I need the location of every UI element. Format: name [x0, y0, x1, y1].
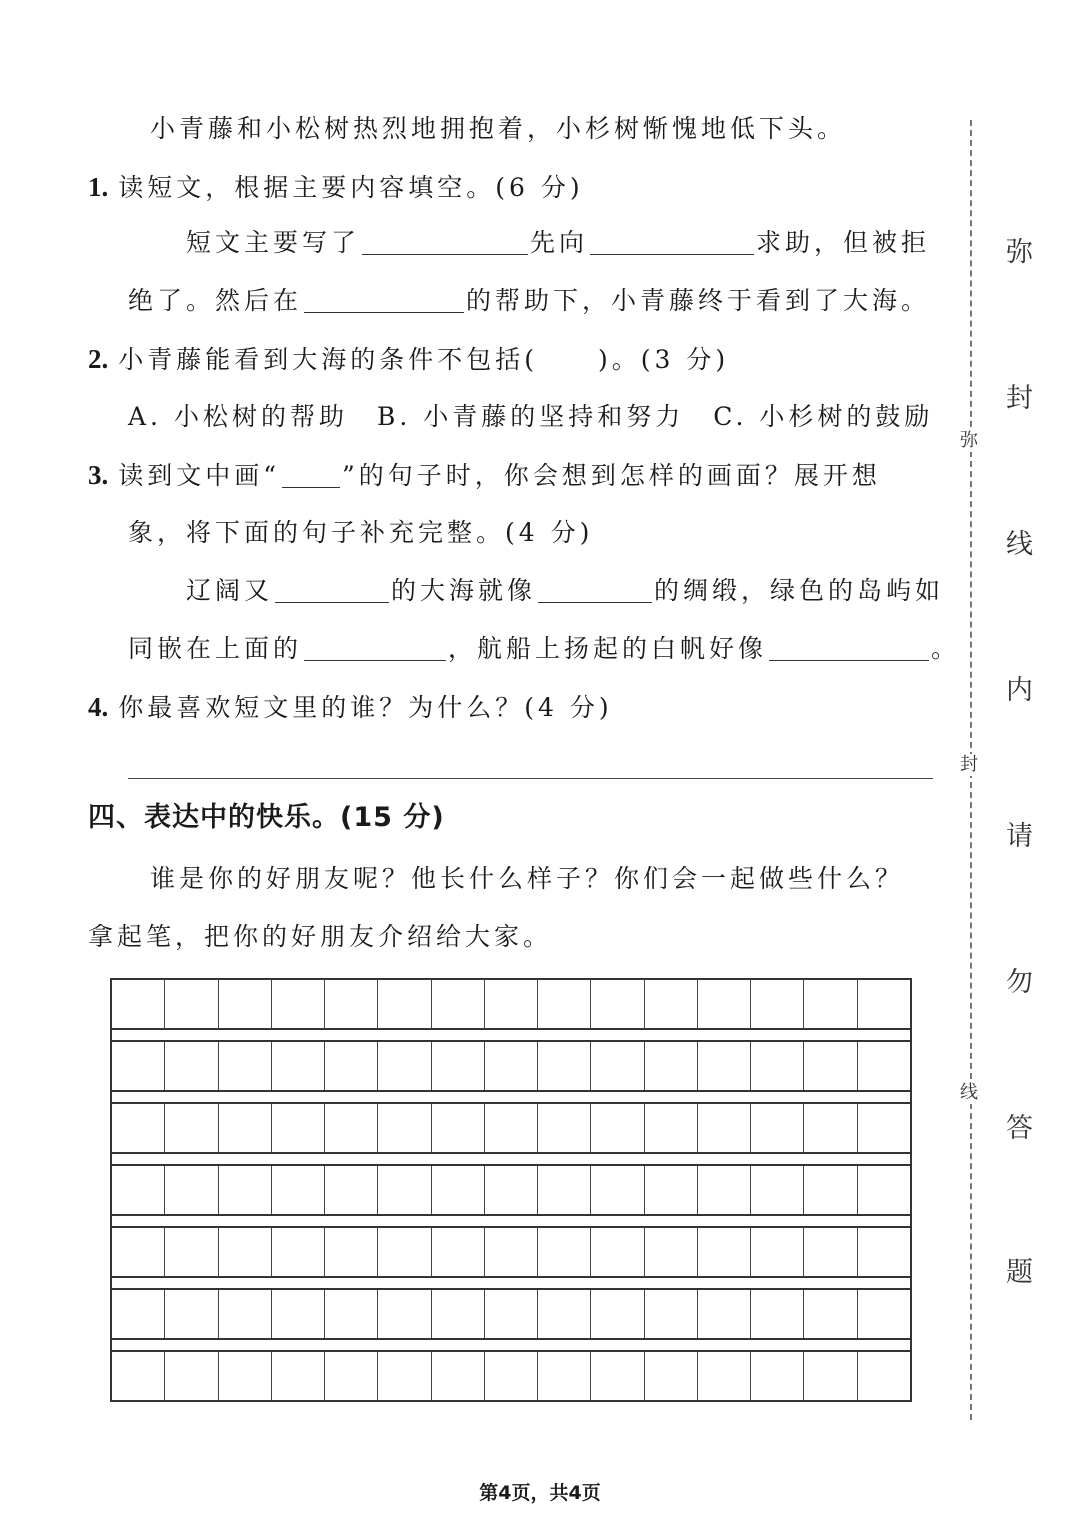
grid-cell[interactable] — [591, 1228, 644, 1276]
text-segment: 。 — [931, 634, 961, 663]
grid-cell[interactable] — [538, 1166, 591, 1214]
grid-cell[interactable] — [325, 1228, 378, 1276]
grid-cell[interactable] — [804, 980, 857, 1028]
grid-cell[interactable] — [432, 1104, 485, 1152]
grid-cell[interactable] — [804, 1042, 857, 1090]
grid-cell[interactable] — [538, 1352, 591, 1400]
grid-cell[interactable] — [591, 1290, 644, 1338]
question-prompt: 读短文，根据主要内容填空。(6 分) — [118, 173, 584, 202]
grid-cell[interactable] — [858, 1166, 910, 1214]
grid-cell[interactable] — [112, 1228, 165, 1276]
grid-cell[interactable] — [165, 1352, 218, 1400]
grid-cell[interactable] — [432, 1352, 485, 1400]
grid-cell[interactable] — [698, 1290, 751, 1338]
blank-field[interactable] — [590, 228, 754, 255]
margin-warning-char: 内 — [1006, 675, 1033, 706]
grid-cell[interactable] — [325, 1104, 378, 1152]
grid-row[interactable] — [110, 1040, 912, 1092]
grid-cell[interactable] — [325, 1166, 378, 1214]
section-title: 四、表达中的快乐。(15 分) — [88, 802, 445, 833]
grid-cell[interactable] — [858, 1290, 910, 1338]
grid-cell[interactable] — [485, 980, 538, 1028]
margin-warning-char: 勿 — [1006, 967, 1033, 998]
grid-cell[interactable] — [378, 1104, 431, 1152]
text-segment: 求助，但被拒 — [756, 228, 931, 257]
grid-cell[interactable] — [751, 1042, 804, 1090]
blank-field[interactable] — [304, 634, 446, 661]
grid-cell[interactable] — [698, 1228, 751, 1276]
grid-row[interactable] — [110, 1350, 912, 1402]
blank-field[interactable] — [538, 576, 652, 603]
grid-cell[interactable] — [219, 1228, 272, 1276]
grid-cell[interactable] — [112, 1166, 165, 1214]
grid-cell[interactable] — [698, 1042, 751, 1090]
margin-warning-char: 答 — [1006, 1113, 1033, 1144]
seal-mark: 弥 — [960, 430, 978, 451]
grid-cell[interactable] — [645, 980, 698, 1028]
grid-cell[interactable] — [219, 1290, 272, 1338]
grid-row[interactable] — [110, 978, 912, 1030]
grid-cell[interactable] — [591, 1352, 644, 1400]
grid-cell[interactable] — [698, 1352, 751, 1400]
grid-spacer — [110, 1092, 912, 1102]
text-segment: ，航船上扬起的白帆好像 — [448, 634, 768, 663]
margin-warning-char: 请 — [1006, 821, 1033, 852]
grid-cell[interactable] — [165, 1228, 218, 1276]
grid-cell[interactable] — [485, 1104, 538, 1152]
grid-cell[interactable] — [272, 1042, 325, 1090]
grid-cell[interactable] — [804, 1352, 857, 1400]
blank-field[interactable] — [769, 634, 929, 661]
margin-warning-char: 封 — [1006, 383, 1033, 414]
text-segment: 先向 — [530, 228, 589, 257]
grid-cell[interactable] — [432, 1042, 485, 1090]
grid-cell[interactable] — [858, 980, 910, 1028]
grid-cell[interactable] — [378, 1290, 431, 1338]
question-prompt: ”的句子时，你会想到怎样的画面？展开想 — [342, 461, 881, 490]
grid-cell[interactable] — [378, 1042, 431, 1090]
blank-field[interactable] — [275, 576, 389, 603]
grid-row[interactable] — [110, 1288, 912, 1340]
text-segment: 的大海就像 — [391, 576, 537, 605]
grid-cell[interactable] — [645, 1352, 698, 1400]
grid-cell[interactable] — [165, 1042, 218, 1090]
grid-cell[interactable] — [325, 1042, 378, 1090]
grid-cell[interactable] — [272, 1228, 325, 1276]
grid-row[interactable] — [110, 1226, 912, 1278]
blank-field[interactable] — [304, 286, 464, 313]
q1-fill-line-2 — [128, 284, 930, 318]
grid-cell[interactable] — [325, 1290, 378, 1338]
grid-cell[interactable] — [645, 1042, 698, 1090]
grid-cell[interactable] — [165, 1104, 218, 1152]
grid-spacer — [110, 1216, 912, 1226]
grid-cell[interactable] — [485, 1042, 538, 1090]
grid-cell[interactable] — [804, 1228, 857, 1276]
grid-cell[interactable] — [219, 1104, 272, 1152]
grid-cell[interactable] — [804, 1166, 857, 1214]
grid-cell[interactable] — [645, 1228, 698, 1276]
grid-cell[interactable] — [858, 1228, 910, 1276]
margin-warning-char: 弥 — [1006, 237, 1033, 268]
grid-cell[interactable] — [485, 1166, 538, 1214]
question-4 — [88, 690, 613, 725]
grid-cell[interactable] — [432, 1290, 485, 1338]
grid-cell[interactable] — [219, 980, 272, 1028]
grid-cell[interactable] — [538, 1228, 591, 1276]
grid-cell[interactable] — [645, 1104, 698, 1152]
grid-cell[interactable] — [165, 980, 218, 1028]
grid-cell[interactable] — [485, 1352, 538, 1400]
grid-cell[interactable] — [219, 1042, 272, 1090]
q1-fill-line-1 — [186, 226, 930, 260]
grid-cell[interactable] — [112, 1104, 165, 1152]
text-segment: 辽阔又 — [186, 576, 274, 605]
grid-cell[interactable] — [645, 1166, 698, 1214]
text-segment: 短文主要写了 — [186, 228, 361, 257]
seal-mark: 线 — [960, 1082, 978, 1103]
grid-cell[interactable] — [432, 980, 485, 1028]
grid-cell[interactable] — [112, 1042, 165, 1090]
grid-cell[interactable] — [804, 1290, 857, 1338]
text-segment: 同嵌在上面的 — [128, 634, 303, 663]
question-2 — [88, 342, 729, 377]
q3-prompt-cont: 象，将下面的句子补充完整。(4 分) — [128, 518, 594, 547]
grid-cell[interactable] — [272, 980, 325, 1028]
grid-cell[interactable] — [112, 1290, 165, 1338]
grid-cell[interactable] — [698, 1104, 751, 1152]
grid-row[interactable] — [110, 1102, 912, 1154]
text-segment: 的绸缎，绿色的岛屿如 — [654, 576, 945, 605]
answer-line[interactable] — [128, 778, 933, 779]
grid-spacer — [110, 1154, 912, 1164]
section-instruction-2: 拿起笔，把你的好朋友介绍给大家。 — [88, 922, 553, 951]
grid-cell[interactable] — [485, 1290, 538, 1338]
section-instruction-1: 谁是你的好朋友呢？他长什么样子？你们会一起做些什么？ — [150, 864, 905, 893]
grid-cell[interactable] — [538, 1104, 591, 1152]
grid-cell[interactable] — [378, 1228, 431, 1276]
grid-cell[interactable] — [751, 1228, 804, 1276]
grid-cell[interactable] — [538, 980, 591, 1028]
grid-cell[interactable] — [165, 1290, 218, 1338]
q3-fill-line-1 — [186, 574, 944, 608]
grid-row[interactable] — [110, 1164, 912, 1216]
grid-cell[interactable] — [272, 1166, 325, 1214]
question-number: 3. — [88, 460, 109, 490]
grid-cell[interactable] — [751, 1352, 804, 1400]
grid-cell[interactable] — [751, 1290, 804, 1338]
grid-cell[interactable] — [591, 1042, 644, 1090]
question-number: 2. — [88, 344, 109, 374]
passage-sentence: 小青藤和小松树热烈地拥抱着，小杉树惭愧地低下头。 — [150, 114, 847, 143]
question-prompt: 小青藤能看到大海的条件不包括( — [118, 345, 539, 374]
seal-mark: 封 — [960, 754, 978, 775]
grid-cell[interactable] — [698, 980, 751, 1028]
grid-cell[interactable] — [698, 1166, 751, 1214]
grid-cell[interactable] — [432, 1228, 485, 1276]
grid-cell[interactable] — [804, 1104, 857, 1152]
underline-mark — [282, 461, 340, 488]
grid-cell[interactable] — [272, 1104, 325, 1152]
text-segment: 绝了。然后在 — [128, 286, 303, 315]
question-number: 1. — [88, 172, 109, 202]
blank-field[interactable] — [362, 228, 528, 255]
grid-cell[interactable] — [325, 980, 378, 1028]
grid-cell[interactable] — [485, 1228, 538, 1276]
grid-cell[interactable] — [378, 1352, 431, 1400]
grid-cell[interactable] — [591, 980, 644, 1028]
grid-cell[interactable] — [378, 980, 431, 1028]
grid-cell[interactable] — [272, 1352, 325, 1400]
question-prompt: 读到文中画“ — [118, 461, 281, 490]
grid-cell[interactable] — [325, 1352, 378, 1400]
grid-cell[interactable] — [219, 1166, 272, 1214]
grid-cell[interactable] — [272, 1290, 325, 1338]
grid-spacer — [110, 1278, 912, 1288]
question-prompt: 你最喜欢短文里的谁？为什么？(4 分) — [118, 693, 613, 722]
grid-cell[interactable] — [112, 980, 165, 1028]
q3-fill-line-2 — [128, 632, 960, 666]
text-segment: 的帮助下，小青藤终于看到了大海。 — [466, 286, 931, 315]
grid-cell[interactable] — [858, 1352, 910, 1400]
page-number: 第4页，共4页 — [479, 1482, 601, 1504]
grid-cell[interactable] — [112, 1352, 165, 1400]
grid-cell[interactable] — [591, 1104, 644, 1152]
grid-cell[interactable] — [751, 1166, 804, 1214]
grid-cell[interactable] — [751, 1104, 804, 1152]
grid-cell[interactable] — [858, 1042, 910, 1090]
margin-warning-char: 线 — [1006, 529, 1033, 560]
grid-spacer — [110, 1340, 912, 1350]
grid-cell[interactable] — [432, 1166, 485, 1214]
grid-spacer — [110, 1030, 912, 1040]
grid-cell[interactable] — [858, 1104, 910, 1152]
grid-cell[interactable] — [378, 1166, 431, 1214]
grid-cell[interactable] — [538, 1290, 591, 1338]
grid-cell[interactable] — [538, 1042, 591, 1090]
question-number: 4. — [88, 692, 109, 722]
question-3 — [88, 458, 881, 493]
question-score: )。(3 分) — [598, 345, 730, 374]
margin-warning-char: 题 — [1006, 1257, 1033, 1288]
q2-options: A. 小松树的帮助 B. 小青藤的坚持和努力 C. 小杉树的鼓励 — [128, 402, 934, 431]
grid-cell[interactable] — [751, 980, 804, 1028]
grid-cell[interactable] — [591, 1166, 644, 1214]
question-1 — [88, 170, 584, 205]
grid-cell[interactable] — [219, 1352, 272, 1400]
grid-cell[interactable] — [645, 1290, 698, 1338]
grid-cell[interactable] — [165, 1166, 218, 1214]
